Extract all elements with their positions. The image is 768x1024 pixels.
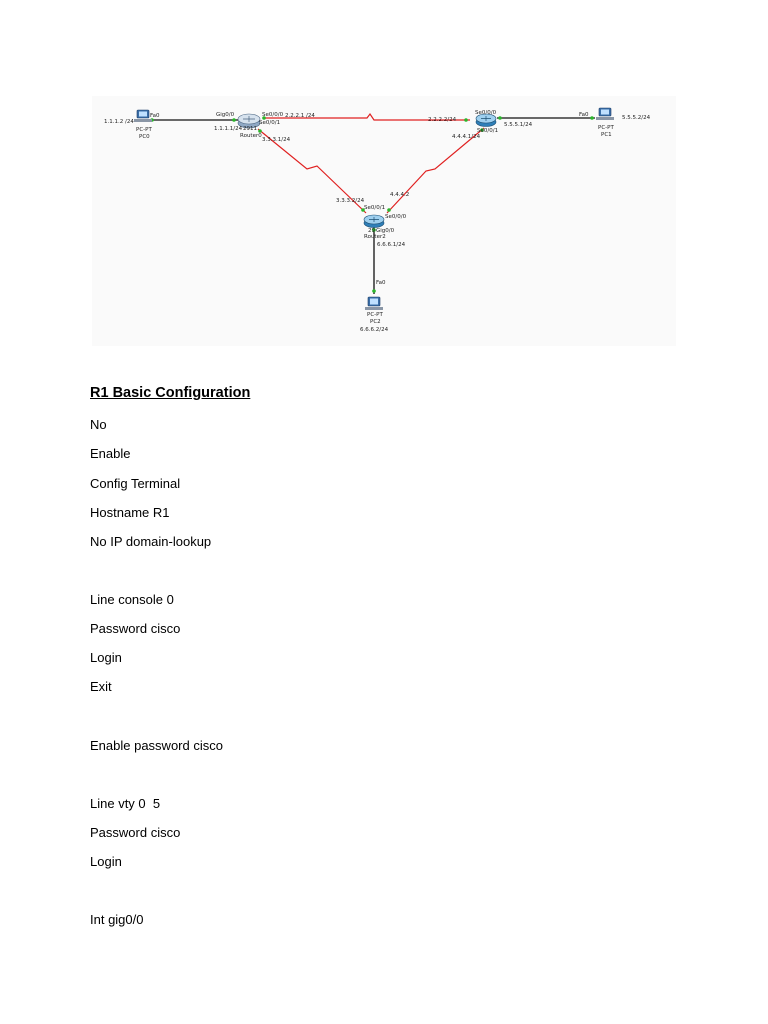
router0-se01-ip-label: 3.3.3.1/24: [262, 137, 291, 143]
router2-gig-ip-label: 6.6.6.1/24: [377, 242, 406, 248]
router0-se00-label: Se0/0/0: [262, 112, 284, 118]
router0-gig-label: Gig0/0: [216, 112, 235, 118]
config-line: Enable password cisco: [90, 738, 223, 753]
router1-se01-ip-label: 4.4.4.1/24: [452, 134, 481, 140]
config-line: Enable: [90, 446, 131, 461]
network-topology-diagram: [92, 96, 676, 346]
pc1-type-label: PC-PT: [598, 125, 614, 131]
router2-icon[interactable]: [364, 215, 384, 228]
router0-se01-label: Se0/0/1: [259, 120, 281, 126]
router0-model-label: 2911: [243, 126, 257, 132]
config-line: Hostname R1: [90, 505, 170, 520]
pc1-ip-label: 5.5.5.2/24: [622, 115, 651, 121]
pc2-port-label: Fa0: [376, 280, 386, 286]
pc1-icon[interactable]: [596, 108, 614, 120]
router0-gig-ip-label: 1.1.1.1/24: [214, 126, 243, 132]
pc2-name-label: PC2: [370, 319, 381, 325]
pc0-ip-label: 1.1.1.2 /24: [104, 119, 134, 125]
pc0-name-label: PC0: [139, 134, 150, 140]
router1-se00-ip-label: 2.2.2.2/24: [428, 117, 457, 123]
section-heading: R1 Basic Configuration: [90, 385, 251, 401]
router2-gig-label: Gig0/0: [376, 228, 395, 234]
config-line: No IP domain-lookup: [90, 534, 212, 549]
config-line: Exit: [90, 679, 112, 694]
config-line: Login: [90, 854, 122, 869]
link-router1-router2: [387, 128, 484, 213]
router2-se01-ip-label: 3.3.3.2/24: [336, 198, 365, 204]
pc2-type-label: PC-PT: [367, 312, 383, 318]
router0-se00-ip-label: 2.2.2.1 /24: [285, 113, 315, 119]
config-line: Config Terminal: [90, 476, 181, 491]
pc1-port-label: Fa0: [579, 112, 589, 118]
pc2-ip-label: 6.6.6.2/24: [360, 327, 389, 333]
router1-se01-label: Se0/0/1: [477, 128, 499, 134]
router2-se00-ip-label: 4.4.4.2: [390, 192, 410, 198]
config-line: Password cisco: [90, 825, 181, 840]
config-line: No: [90, 417, 107, 432]
router0-name-label: Router0: [240, 133, 262, 139]
pc1-name-label: PC1: [601, 132, 612, 138]
config-line: Line console 0: [90, 592, 174, 607]
config-line: Login: [90, 650, 122, 665]
config-line: Password cisco: [90, 621, 181, 636]
topology-svg: [92, 96, 676, 346]
router2-se00-label: Se0/0/0: [385, 214, 407, 220]
router1-fa-ip-label: 5.5.5.1/24: [504, 122, 533, 128]
config-line: Int gig0/0: [90, 912, 144, 927]
config-line: Line vty 0 5: [90, 796, 161, 811]
router2-model-label: 29: [368, 228, 375, 234]
pc2-icon[interactable]: [365, 297, 383, 310]
router1-se00-label: Se0/0/0: [475, 110, 497, 116]
router2-name-label: Router2: [364, 234, 386, 240]
pc0-port-label: Fa0: [150, 113, 160, 119]
router2-se01-label: Se0/0/1: [364, 205, 386, 211]
pc0-type-label: PC-PT: [136, 127, 152, 133]
